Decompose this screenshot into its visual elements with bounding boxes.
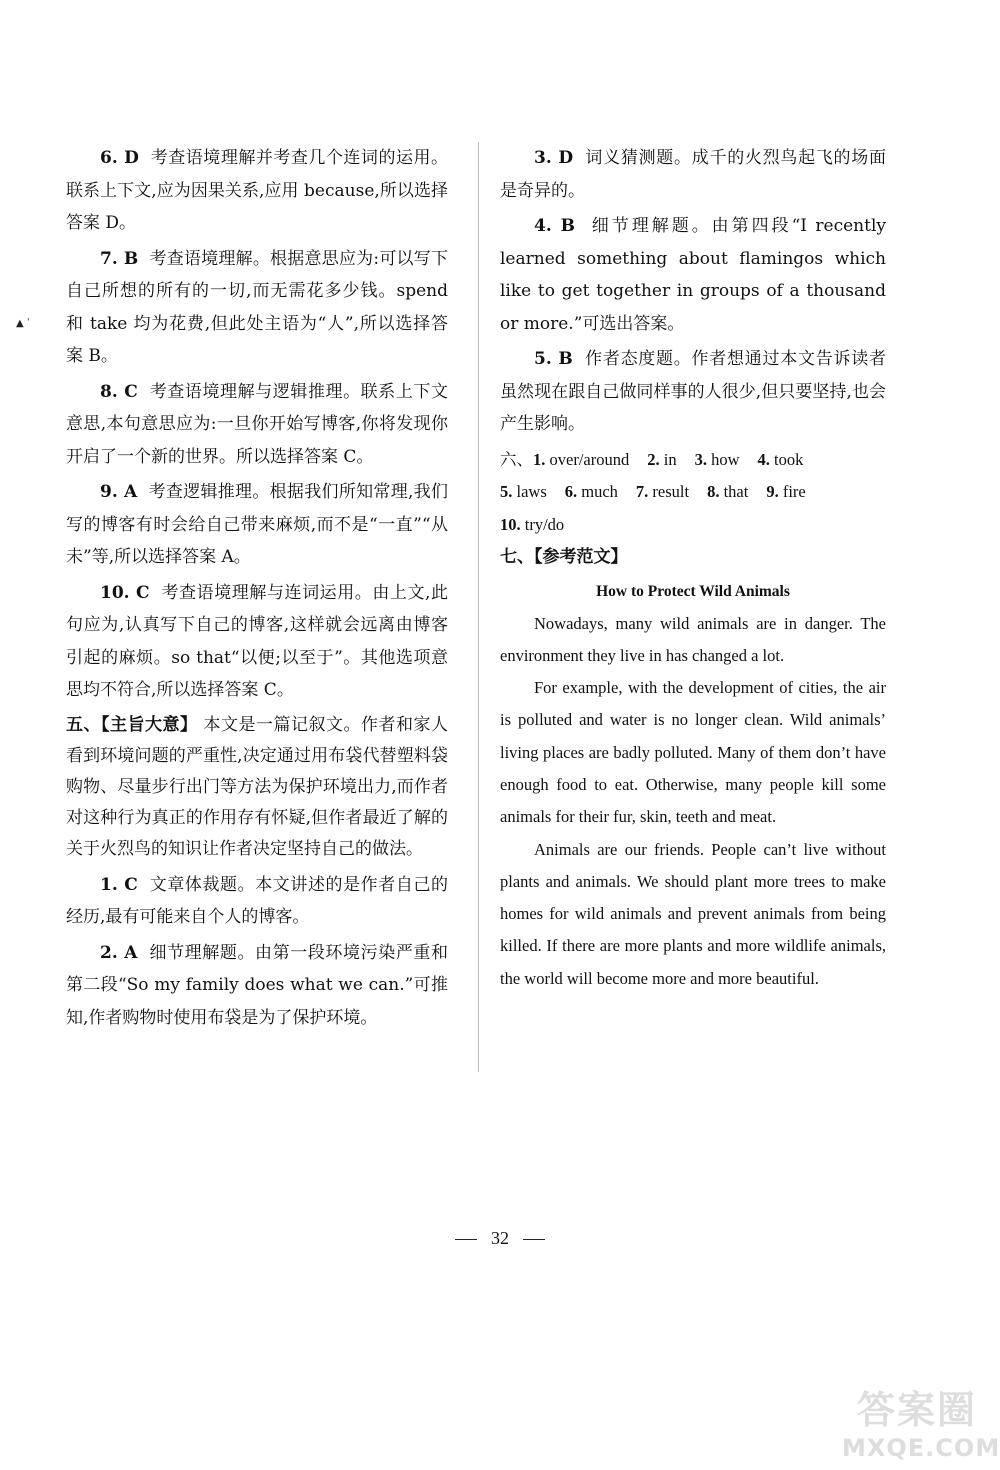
answer-item-9: 9. A 考查逻辑推理。根据我们所知常理,我们写的博客有时会给自己带来麻烦,而不是“一直”“从未”等,所以选择答案 A。 (66, 482, 448, 567)
section-5-heading: 五、【主旨大意】 (66, 714, 198, 735)
dash-left (455, 1239, 477, 1240)
section-6-answers (500, 444, 886, 542)
answer-item-7: 7. B 考查语境理解。根据意思应为:可以写下自己所想的所有的一切,而无需花多少钱。spend 和 take 均为花费,但此处主语为“人”,所以选择答案 B。 (66, 248, 448, 366)
answer-item-5-2: 2. A 细节理解题。由第一段环境污染严重和第二段“So my family does what we can.”可推知,作者购物时使用布袋是为了保护环境。 (66, 942, 449, 1028)
fill-answer: 9. fire (766, 482, 806, 501)
answer-item-5-4: 4. B 细节理解题。由第四段“I recently learned something about flamingos which like to get together in groups of a thousand or more.”可选出答案。 (500, 216, 886, 334)
essay-paragraph: Animals are our friends. People can’t live without plants and animals. We should plant more trees to make homes for wild animals and prevent animals from being killed. If there are more plants and more wildlife animals, the world will become more and more beautiful. (500, 839, 886, 988)
watermark-logo: 答案圈 MXQE.COM (842, 1388, 1000, 1462)
section-6-heading: 六、 (500, 449, 533, 469)
fill-row (500, 476, 886, 509)
dash-right (523, 1239, 545, 1240)
essay-paragraph: For example, with the development of cities, the air is polluted and water is no longer clean. Wild animals’ living places are badly polluted. Many of them don’t have enough food to eat. Otherwise, many people kill some animals for their fur, skin, teeth and meat. (500, 678, 886, 827)
answer-item-5-5: 5. B 作者态度题。作者想通过本文告诉读者虽然现在跟自己做同样事的人很少,但只要坚持,也会产生影响。 (500, 349, 886, 434)
fill-answer: 4. took (757, 449, 804, 469)
fill-answer: 1. over/around (533, 449, 630, 469)
answer-item-8: 8. C 考查语境理解与逻辑推理。联系上下文意思,本句意思应为:一旦你开始写博客,你将发现你开启了一个新的世界。所以选择答案 C。 (66, 381, 448, 467)
right-column (500, 142, 886, 995)
section-5-summary: 五、【主旨大意】 本文是一篇记叙文。作者和家人看到环境问题的严重性,决定通过用布袋代替塑料袋购物、尽量步行出门等方法为保护环境出力,而作者对这种行为真正的作用存有怀疑,但作者最近了解的关于火烈鸟的知识让作者决定坚持自己的做法。 (66, 714, 449, 859)
essay-body (500, 608, 886, 996)
fill-answer: 8. that (707, 482, 749, 501)
essay-title: How to Protect Wild Animals (596, 582, 790, 600)
margin-mark: ▲ ˈ (16, 318, 30, 329)
fill-answer: 2. in (647, 449, 677, 469)
fill-row (500, 509, 886, 542)
answer-item-10: 10. C 考查语境理解与连词运用。由上文,此句应为,认真写下自己的博客,这样就会远离由博客引起的麻烦。so that“以便;以至于”。其他选项意思均不符合,所以选择答案 C。 (66, 582, 449, 700)
column-divider (478, 142, 479, 1072)
fill-answer: 5. laws (500, 482, 547, 501)
fill-answer: 7. result (635, 482, 690, 501)
fill-answer: 3. how (694, 449, 740, 469)
answer-item-5-3: 3. D 词义猜测题。成千的火烈鸟起飞的场面是奇异的。 (500, 148, 886, 201)
page-number: 32 (0, 1228, 1000, 1249)
section-7-heading: 七、【参考范文】 (500, 547, 628, 567)
fill-answer: 6. much (564, 482, 618, 501)
answer-item-5-1: 1. C 文章体裁题。本文讲述的是作者自己的经历,最有可能来自个人的博客。 (66, 874, 448, 927)
essay-paragraph: Nowadays, many wild animals are in danger. The environment they live in has changed a lot. (500, 613, 886, 665)
fill-row (500, 444, 886, 477)
left-column (66, 142, 448, 1037)
answer-item-6: 6. D 考查语境理解并考查几个连词的运用。联系上下文,应为因果关系,应用 because,所以选择答案 D。 (66, 148, 448, 233)
fill-answer: 10. try/do (500, 514, 565, 534)
